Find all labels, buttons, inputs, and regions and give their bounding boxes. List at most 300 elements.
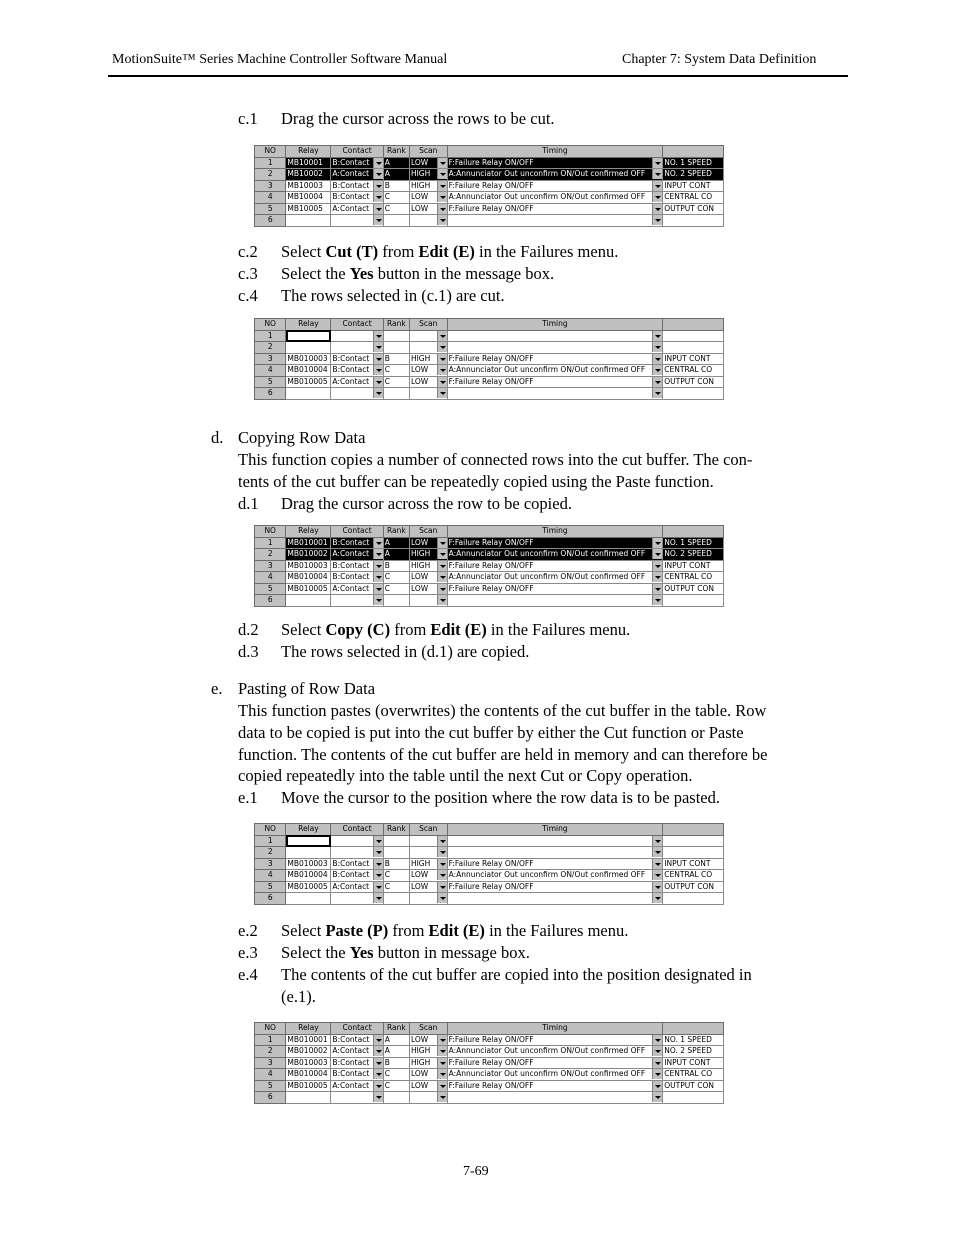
dropdown-arrow-icon xyxy=(652,354,662,364)
table-cell xyxy=(286,180,331,192)
table-cell xyxy=(409,215,447,227)
header-rule xyxy=(108,75,848,77)
table-cell xyxy=(383,330,409,342)
cell-text: B:Contact xyxy=(332,353,370,363)
table-cell xyxy=(286,376,331,388)
dropdown-arrow-icon xyxy=(373,870,383,880)
dropdown-arrow-icon xyxy=(652,893,662,903)
row-number xyxy=(255,1080,286,1092)
dropdown-arrow-icon xyxy=(437,859,447,869)
table-cell xyxy=(331,388,383,400)
cell-text: C xyxy=(384,870,391,880)
table-cell xyxy=(409,1069,447,1081)
cell-text: 3 xyxy=(267,1057,273,1067)
cell-text: MB010005 xyxy=(287,583,328,593)
dropdown-arrow-icon xyxy=(373,342,383,352)
table-cell xyxy=(383,572,409,584)
cell-text: NO. 2 SPEED xyxy=(664,1046,712,1056)
cell-text: OUTPUT CON xyxy=(664,376,714,386)
table-cell xyxy=(409,572,447,584)
dropdown-arrow-icon xyxy=(437,215,447,225)
dropdown-arrow-icon xyxy=(373,1058,383,1068)
table-cell xyxy=(409,881,447,893)
paragraph-line: copied repeatedly into the table until the next Cut or Copy operation. xyxy=(238,766,693,785)
table-row xyxy=(255,835,724,847)
dropdown-arrow-icon xyxy=(652,388,662,398)
table-cell xyxy=(383,881,409,893)
dropdown-arrow-icon xyxy=(652,859,662,869)
table-cell xyxy=(331,560,383,572)
dropdown-arrow-icon xyxy=(437,169,447,179)
table-cell xyxy=(383,595,409,607)
cell-text: C xyxy=(384,1069,391,1079)
dropdown-arrow-icon xyxy=(373,388,383,398)
table-cell xyxy=(286,192,331,204)
table-cell xyxy=(331,583,383,595)
table-cell xyxy=(409,203,447,215)
table-cell xyxy=(331,180,383,192)
dropdown-arrow-icon xyxy=(437,572,447,582)
cell-text: C xyxy=(384,192,391,202)
dropdown-arrow-icon xyxy=(652,1069,662,1079)
table-row xyxy=(255,537,724,549)
cell-text: MB010003 xyxy=(287,560,328,570)
cell-text: 6 xyxy=(267,595,273,605)
column-header xyxy=(663,146,724,158)
table-cell xyxy=(286,583,331,595)
cell-text: INPUT CONT xyxy=(664,560,711,570)
failures-table xyxy=(254,318,724,400)
failures-grid-screenshot xyxy=(254,145,714,233)
cell-text: A xyxy=(384,1046,390,1056)
table-cell xyxy=(286,1069,331,1081)
cell-text: NO. 1 SPEED xyxy=(664,157,712,167)
table-cell xyxy=(663,893,724,905)
table-cell xyxy=(447,1057,663,1069)
cell-text: B:Contact xyxy=(332,1034,370,1044)
column-header: Contact xyxy=(331,824,383,836)
cell-text: MB010004 xyxy=(287,1069,328,1079)
row-number xyxy=(255,365,286,377)
table-cell xyxy=(383,388,409,400)
dropdown-arrow-icon xyxy=(652,561,662,571)
column-header: NO xyxy=(255,1023,286,1035)
table-cell xyxy=(447,881,663,893)
table-cell xyxy=(383,169,409,181)
cell-text: 3 xyxy=(267,353,273,363)
cell-text: F:Failure Relay ON/OFF xyxy=(448,203,534,213)
cell-text: 5 xyxy=(267,583,273,593)
table-cell xyxy=(383,1057,409,1069)
dropdown-arrow-icon xyxy=(652,595,662,605)
cell-text: B:Contact xyxy=(332,1069,370,1079)
failures-grid-screenshot xyxy=(254,1022,714,1110)
cell-text: A xyxy=(384,169,390,179)
dropdown-arrow-icon xyxy=(373,1081,383,1091)
table-cell xyxy=(383,342,409,354)
dropdown-arrow-icon xyxy=(437,893,447,903)
cell-text: MB010004 xyxy=(287,572,328,582)
table-cell xyxy=(286,330,331,342)
cell-text: HIGH xyxy=(410,1057,431,1067)
step-text: Drag the cursor across the row to be copied. xyxy=(281,494,572,513)
step-number: c.2 xyxy=(238,242,258,261)
row-number xyxy=(255,847,286,859)
cell-text: B:Contact xyxy=(332,572,370,582)
table-cell xyxy=(286,847,331,859)
cell-text: HIGH xyxy=(410,1046,431,1056)
table-cell xyxy=(286,353,331,365)
dropdown-arrow-icon xyxy=(373,192,383,202)
table-cell xyxy=(331,870,383,882)
section-letter: e. xyxy=(211,679,223,698)
table-row xyxy=(255,881,724,893)
table-cell xyxy=(286,595,331,607)
cell-text: 1 xyxy=(267,330,273,340)
cell-text: LOW xyxy=(410,870,429,880)
dropdown-arrow-icon xyxy=(437,1081,447,1091)
table-cell xyxy=(286,1034,331,1046)
cell-text: CENTRAL CO xyxy=(664,1069,713,1079)
cell-text: 4 xyxy=(267,365,273,375)
step-number: d.3 xyxy=(238,642,259,661)
table-cell xyxy=(286,858,331,870)
table-cell xyxy=(663,215,724,227)
cell-text: NO. 2 SPEED xyxy=(664,169,712,179)
table-cell xyxy=(331,1034,383,1046)
row-number xyxy=(255,1046,286,1058)
table-cell xyxy=(447,365,663,377)
table-row xyxy=(255,893,724,905)
table-cell xyxy=(331,192,383,204)
table-cell xyxy=(663,342,724,354)
dropdown-arrow-icon xyxy=(373,1092,383,1102)
table-cell xyxy=(447,330,663,342)
cell-text: 6 xyxy=(267,388,273,398)
cell-text: LOW xyxy=(410,365,429,375)
table-cell xyxy=(409,388,447,400)
cell-text: B:Contact xyxy=(332,180,370,190)
table-row xyxy=(255,1046,724,1058)
step-text: Drag the cursor across the rows to be cut. xyxy=(281,109,555,128)
table-row xyxy=(255,572,724,584)
dropdown-arrow-icon xyxy=(437,181,447,191)
row-number xyxy=(255,537,286,549)
table-cell xyxy=(383,1046,409,1058)
row-number xyxy=(255,388,286,400)
table-cell xyxy=(286,1046,331,1058)
dropdown-arrow-icon xyxy=(373,365,383,375)
dropdown-arrow-icon xyxy=(373,354,383,364)
dropdown-arrow-icon xyxy=(373,595,383,605)
column-header: NO xyxy=(255,319,286,331)
dropdown-arrow-icon xyxy=(437,354,447,364)
step-number: d.2 xyxy=(238,620,259,639)
table-row xyxy=(255,1034,724,1046)
cell-text: A:Annunciator Out unconfirm ON/Out confirmed OFF xyxy=(448,365,646,375)
table-row xyxy=(255,1080,724,1092)
dropdown-arrow-icon xyxy=(437,584,447,594)
failures-grid-screenshot xyxy=(254,318,714,406)
table-cell xyxy=(409,870,447,882)
step-text: The rows selected in (c.1) are cut. xyxy=(281,286,505,305)
dropdown-arrow-icon xyxy=(373,158,383,168)
table-cell xyxy=(663,1046,724,1058)
cell-text: A:Contact xyxy=(332,203,370,213)
dropdown-arrow-icon xyxy=(652,204,662,214)
table-cell xyxy=(409,342,447,354)
cell-text: LOW xyxy=(410,572,429,582)
cell-text: MB010004 xyxy=(287,870,328,880)
dropdown-arrow-icon xyxy=(652,1081,662,1091)
cell-text: OUTPUT CON xyxy=(664,583,714,593)
cell-text: 1 xyxy=(267,157,273,167)
table-cell xyxy=(409,365,447,377)
cell-text: 1 xyxy=(267,1034,273,1044)
row-number xyxy=(255,870,286,882)
cell-text: OUTPUT CON xyxy=(664,1080,714,1090)
dropdown-arrow-icon xyxy=(373,204,383,214)
table-cell xyxy=(663,330,724,342)
table-cell xyxy=(447,388,663,400)
table-cell xyxy=(286,549,331,561)
cell-text: LOW xyxy=(410,583,429,593)
cell-text: MB10002 xyxy=(287,169,323,179)
dropdown-arrow-icon xyxy=(373,836,383,846)
cell-text: A:Contact xyxy=(332,169,370,179)
table-cell xyxy=(383,537,409,549)
dropdown-arrow-icon xyxy=(437,847,447,857)
column-header: Timing xyxy=(447,1023,663,1035)
failures-grid-screenshot xyxy=(254,823,714,911)
table-cell xyxy=(383,583,409,595)
cell-text: MB010002 xyxy=(287,1046,328,1056)
dropdown-arrow-icon xyxy=(373,893,383,903)
table-cell xyxy=(447,1034,663,1046)
cell-text: A:Annunciator Out unconfirm ON/Out confirmed OFF xyxy=(448,549,646,559)
cell-text: B:Contact xyxy=(332,1057,370,1067)
row-number xyxy=(255,572,286,584)
table-cell xyxy=(383,215,409,227)
column-header: Timing xyxy=(447,146,663,158)
table-cell xyxy=(409,1046,447,1058)
table-cell xyxy=(447,353,663,365)
cell-text: 4 xyxy=(267,572,273,582)
table-cell xyxy=(409,169,447,181)
table-row xyxy=(255,858,724,870)
dropdown-arrow-icon xyxy=(652,1058,662,1068)
column-header: Relay xyxy=(286,319,331,331)
table-cell xyxy=(447,870,663,882)
cell-text: B:Contact xyxy=(332,560,370,570)
row-number xyxy=(255,342,286,354)
cell-text: F:Failure Relay ON/OFF xyxy=(448,881,534,891)
table-cell xyxy=(286,835,331,847)
column-header: Timing xyxy=(447,526,663,538)
dropdown-arrow-icon xyxy=(652,870,662,880)
table-cell xyxy=(331,1069,383,1081)
cell-text: LOW xyxy=(410,1069,429,1079)
cell-text: F:Failure Relay ON/OFF xyxy=(448,1080,534,1090)
table-cell xyxy=(286,572,331,584)
table-cell xyxy=(331,342,383,354)
column-header: Rank xyxy=(383,319,409,331)
row-number xyxy=(255,835,286,847)
failures-table xyxy=(254,1022,724,1104)
table-cell xyxy=(331,1046,383,1058)
dropdown-arrow-icon xyxy=(437,1092,447,1102)
cell-text: C xyxy=(384,1080,391,1090)
table-cell xyxy=(331,157,383,169)
table-cell xyxy=(663,376,724,388)
table-cell xyxy=(383,858,409,870)
cell-text: F:Failure Relay ON/OFF xyxy=(448,376,534,386)
dropdown-arrow-icon xyxy=(373,572,383,582)
column-header: NO xyxy=(255,526,286,538)
cell-text: MB010005 xyxy=(287,881,328,891)
row-number xyxy=(255,169,286,181)
row-number xyxy=(255,1057,286,1069)
table-cell xyxy=(331,1080,383,1092)
table-cell xyxy=(383,365,409,377)
dropdown-arrow-icon xyxy=(437,1058,447,1068)
row-number xyxy=(255,1069,286,1081)
cell-text: 4 xyxy=(267,1069,273,1079)
table-cell xyxy=(409,192,447,204)
cell-text: LOW xyxy=(410,537,429,547)
table-cell xyxy=(331,835,383,847)
dropdown-arrow-icon xyxy=(652,1046,662,1056)
cell-text: MB010003 xyxy=(287,858,328,868)
dropdown-arrow-icon xyxy=(373,331,383,341)
cell-text: INPUT CONT xyxy=(664,180,711,190)
cell-text: C xyxy=(384,881,391,891)
table-cell xyxy=(331,376,383,388)
table-cell xyxy=(447,893,663,905)
row-number xyxy=(255,858,286,870)
cell-text: CENTRAL CO xyxy=(664,572,713,582)
cell-text: 2 xyxy=(267,342,273,352)
cell-text: MB010001 xyxy=(287,537,328,547)
table-cell xyxy=(331,549,383,561)
table-cell xyxy=(447,560,663,572)
table-cell xyxy=(447,215,663,227)
dropdown-arrow-icon xyxy=(437,377,447,387)
cell-text: LOW xyxy=(410,1034,429,1044)
table-cell xyxy=(447,192,663,204)
table-cell xyxy=(663,1034,724,1046)
cell-text: B xyxy=(384,180,390,190)
table-cell xyxy=(331,353,383,365)
column-header: Rank xyxy=(383,146,409,158)
table-cell xyxy=(663,1069,724,1081)
column-header: Scan xyxy=(409,1023,447,1035)
row-number xyxy=(255,1034,286,1046)
dropdown-arrow-icon xyxy=(373,561,383,571)
cell-text: INPUT CONT xyxy=(664,858,711,868)
cell-text: A:Annunciator Out unconfirm ON/Out confirmed OFF xyxy=(448,192,646,202)
cell-text: HIGH xyxy=(410,353,431,363)
step-number: c.1 xyxy=(238,109,258,128)
column-header xyxy=(663,1023,724,1035)
cell-text: INPUT CONT xyxy=(664,353,711,363)
dropdown-arrow-icon xyxy=(373,215,383,225)
table-row xyxy=(255,388,724,400)
table-cell xyxy=(331,330,383,342)
row-number xyxy=(255,560,286,572)
table-cell xyxy=(331,1092,383,1104)
dropdown-arrow-icon xyxy=(437,549,447,559)
cell-text: LOW xyxy=(410,157,429,167)
table-cell xyxy=(383,157,409,169)
dropdown-arrow-icon xyxy=(652,847,662,857)
table-cell xyxy=(447,1069,663,1081)
dropdown-arrow-icon xyxy=(652,158,662,168)
paragraph-line: This function copies a number of connected rows into the cut buffer. The con- xyxy=(238,450,753,469)
table-cell xyxy=(663,560,724,572)
table-cell xyxy=(383,203,409,215)
dropdown-arrow-icon xyxy=(652,549,662,559)
table-row xyxy=(255,365,724,377)
dropdown-arrow-icon xyxy=(652,538,662,548)
dropdown-arrow-icon xyxy=(373,169,383,179)
cell-text: HIGH xyxy=(410,180,431,190)
column-header xyxy=(663,824,724,836)
dropdown-arrow-icon xyxy=(373,181,383,191)
dropdown-arrow-icon xyxy=(437,595,447,605)
section-letter: d. xyxy=(211,428,224,447)
dropdown-arrow-icon xyxy=(437,192,447,202)
table-cell xyxy=(663,192,724,204)
failures-table xyxy=(254,823,724,905)
table-cell xyxy=(409,1080,447,1092)
cell-text: CENTRAL CO xyxy=(664,870,713,880)
dropdown-arrow-icon xyxy=(437,342,447,352)
table-cell xyxy=(447,180,663,192)
cell-text: B:Contact xyxy=(332,870,370,880)
table-cell xyxy=(409,549,447,561)
dropdown-arrow-icon xyxy=(437,1046,447,1056)
cell-text: 5 xyxy=(267,1080,273,1090)
row-number xyxy=(255,583,286,595)
column-header: Contact xyxy=(331,1023,383,1035)
cell-text: HIGH xyxy=(410,560,431,570)
dropdown-arrow-icon xyxy=(652,169,662,179)
table-cell xyxy=(663,353,724,365)
paragraph-line: tents of the cut buffer can be repeatedly copied using the Paste function. xyxy=(238,472,714,491)
dropdown-arrow-icon xyxy=(373,549,383,559)
dropdown-arrow-icon xyxy=(652,836,662,846)
column-header: Relay xyxy=(286,1023,331,1035)
table-cell xyxy=(286,215,331,227)
column-header: Scan xyxy=(409,319,447,331)
dropdown-arrow-icon xyxy=(652,882,662,892)
cell-text: 5 xyxy=(267,376,273,386)
table-cell xyxy=(286,169,331,181)
table-cell xyxy=(409,595,447,607)
running-header-title: MotionSuite™ Series Machine Controller Software Manual xyxy=(112,52,448,67)
dropdown-arrow-icon xyxy=(437,1035,447,1045)
table-cell xyxy=(447,595,663,607)
paragraph-line: data to be copied is put into the cut buffer by either the Cut function or Paste xyxy=(238,723,744,742)
column-header: NO xyxy=(255,824,286,836)
dropdown-arrow-icon xyxy=(437,388,447,398)
step-number: e.1 xyxy=(238,788,258,807)
table-cell xyxy=(663,881,724,893)
table-cell xyxy=(383,549,409,561)
cell-text: 4 xyxy=(267,870,273,880)
table-cell xyxy=(447,1080,663,1092)
